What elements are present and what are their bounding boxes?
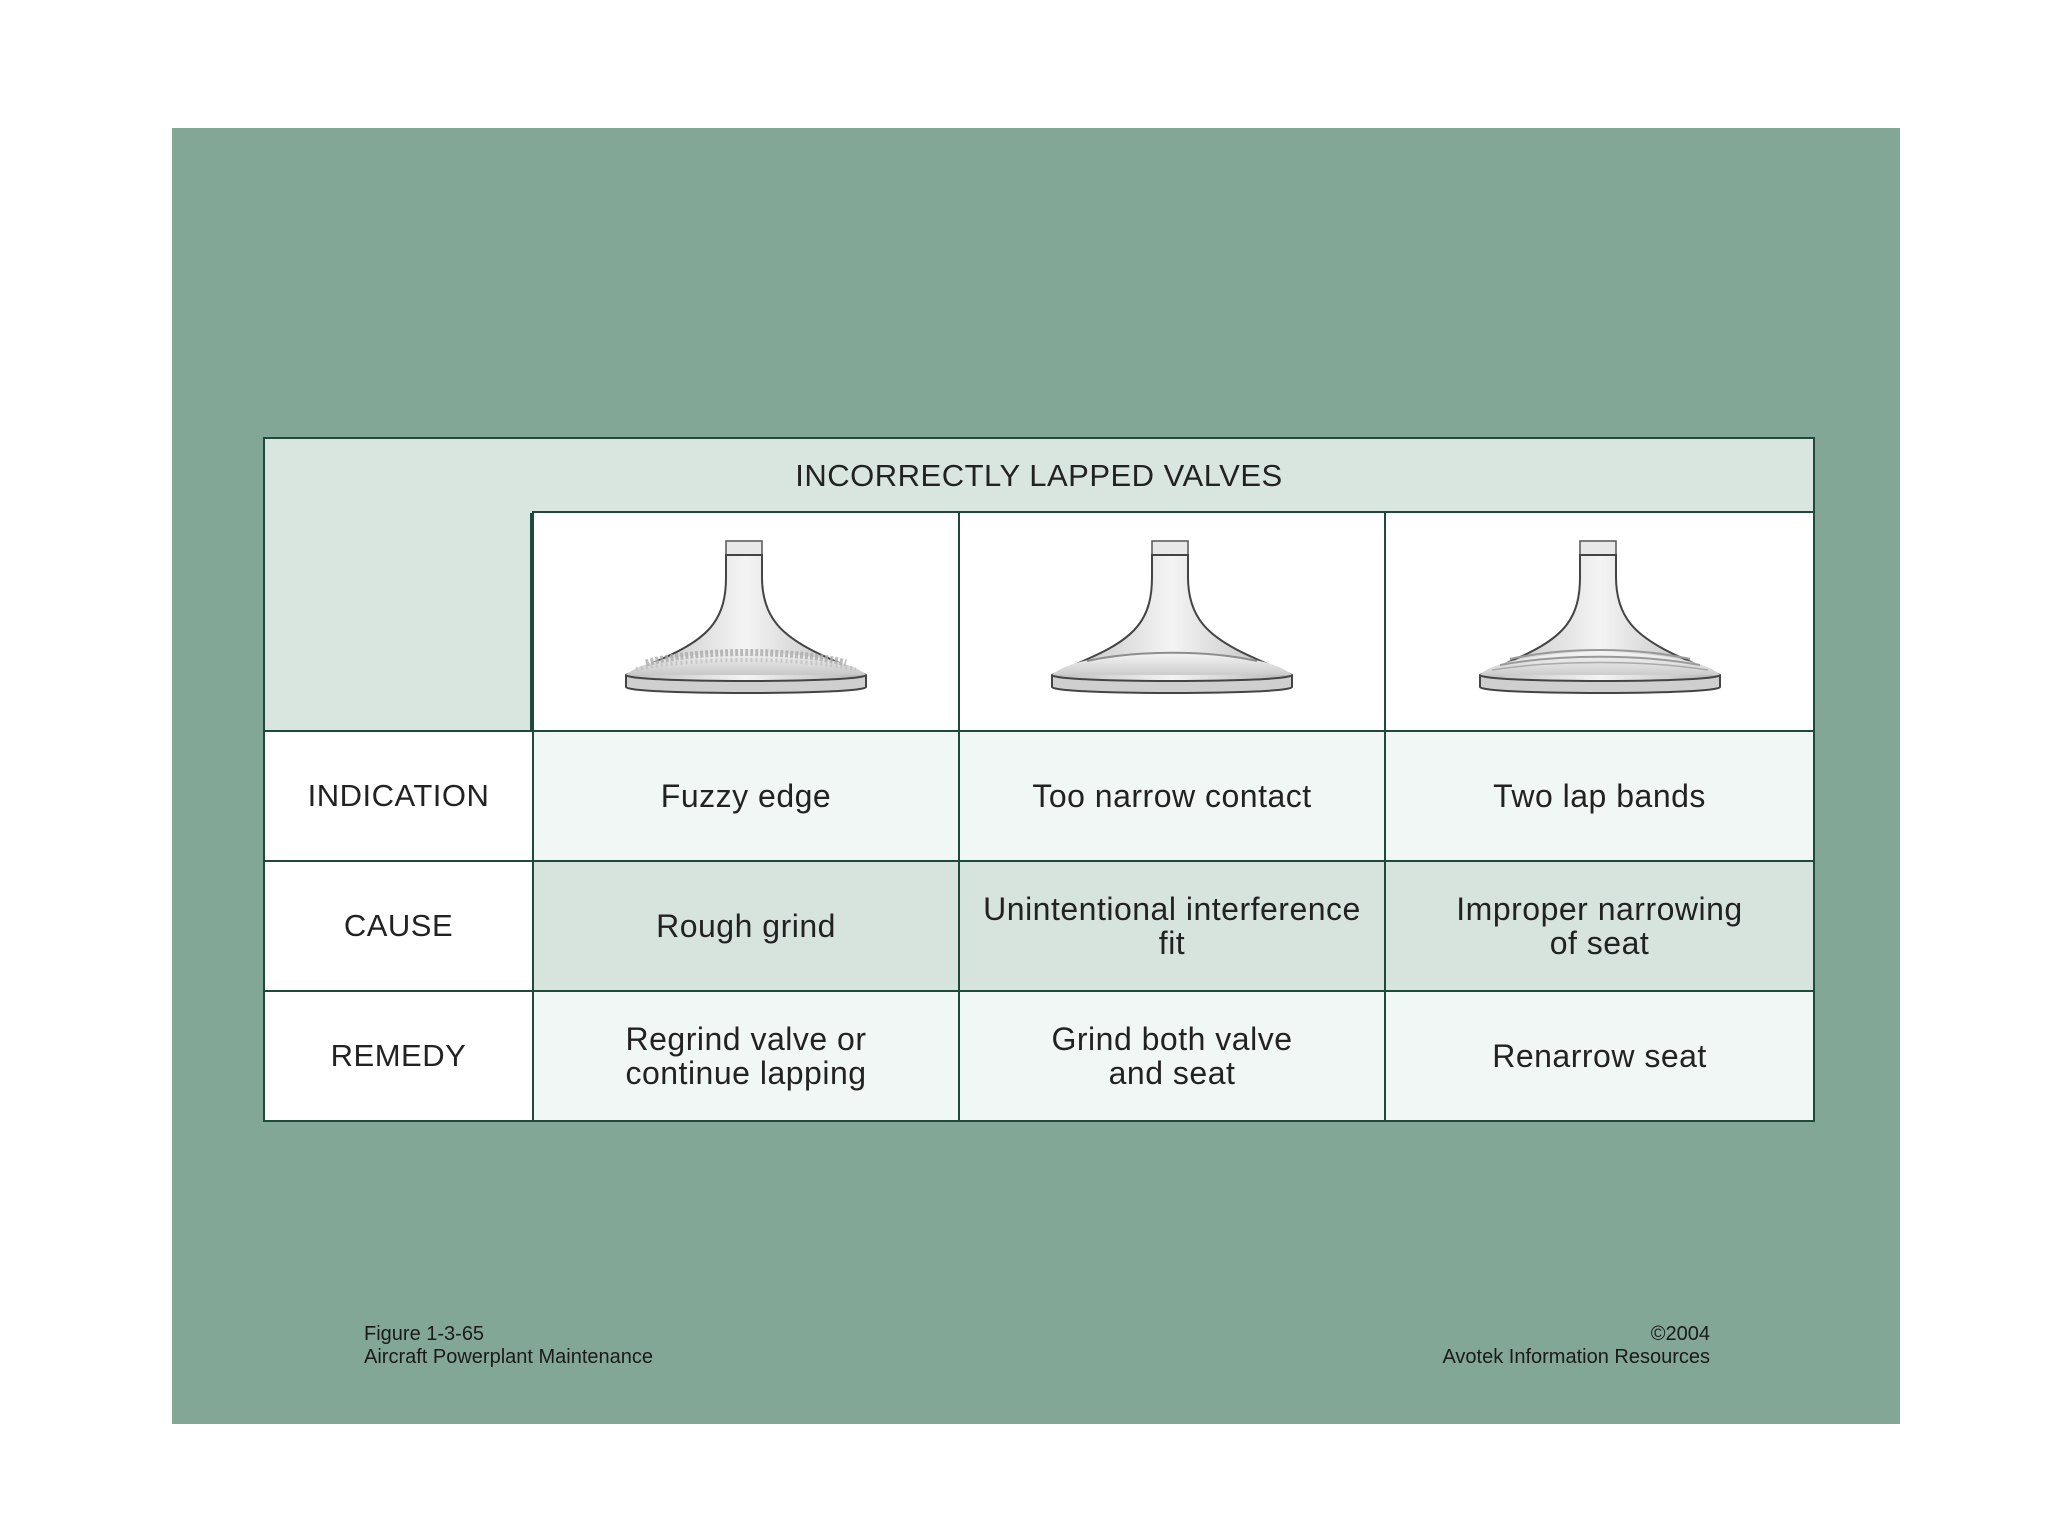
valve-fuzzy-edge-icon — [616, 537, 876, 707]
valve-table — [263, 437, 1815, 1443]
copyright-year: ©2004 — [1650, 1323, 1710, 1345]
indication-cell-2: Too narrow contact — [958, 730, 1386, 862]
table-title — [263, 437, 1815, 513]
copyright-block — [1442, 1323, 1710, 1369]
remedy-cell-2: Grind both valve and seat — [958, 990, 1386, 1122]
figure-caption — [364, 1323, 653, 1369]
remedy-cell-3: Renarrow seat — [1384, 990, 1815, 1122]
cause-cell-2: Unintentional interference fit — [958, 860, 1386, 992]
row-label-indication: INDICATION — [263, 730, 534, 862]
indication-cell-3: Two lap bands — [1384, 730, 1815, 862]
valve-image-cell-2 — [958, 511, 1386, 732]
valve-image-cell-1 — [532, 511, 960, 732]
indication-cell-1: Fuzzy edge — [532, 730, 960, 862]
publisher-name: Avotek Information Resources — [1442, 1346, 1710, 1368]
figure-number: Figure 1-3-65 — [364, 1323, 485, 1345]
figure-slide — [172, 128, 1900, 1424]
valve-two-bands-icon — [1470, 537, 1730, 707]
row-label-remedy: REMEDY — [263, 990, 534, 1122]
cause-cell-3: Improper narrowing of seat — [1384, 860, 1815, 992]
row-label-cause: CAUSE — [263, 860, 534, 992]
table-title-text: INCORRECTLY LAPPED VALVES — [795, 458, 1283, 493]
cause-cell-1: Rough grind — [532, 860, 960, 992]
valve-narrow-contact-icon — [1042, 537, 1302, 707]
book-title: Aircraft Powerplant Maintenance — [364, 1346, 654, 1368]
remedy-cell-1: Regrind valve or continue lapping — [532, 990, 960, 1122]
valve-image-cell-3 — [1384, 511, 1815, 732]
